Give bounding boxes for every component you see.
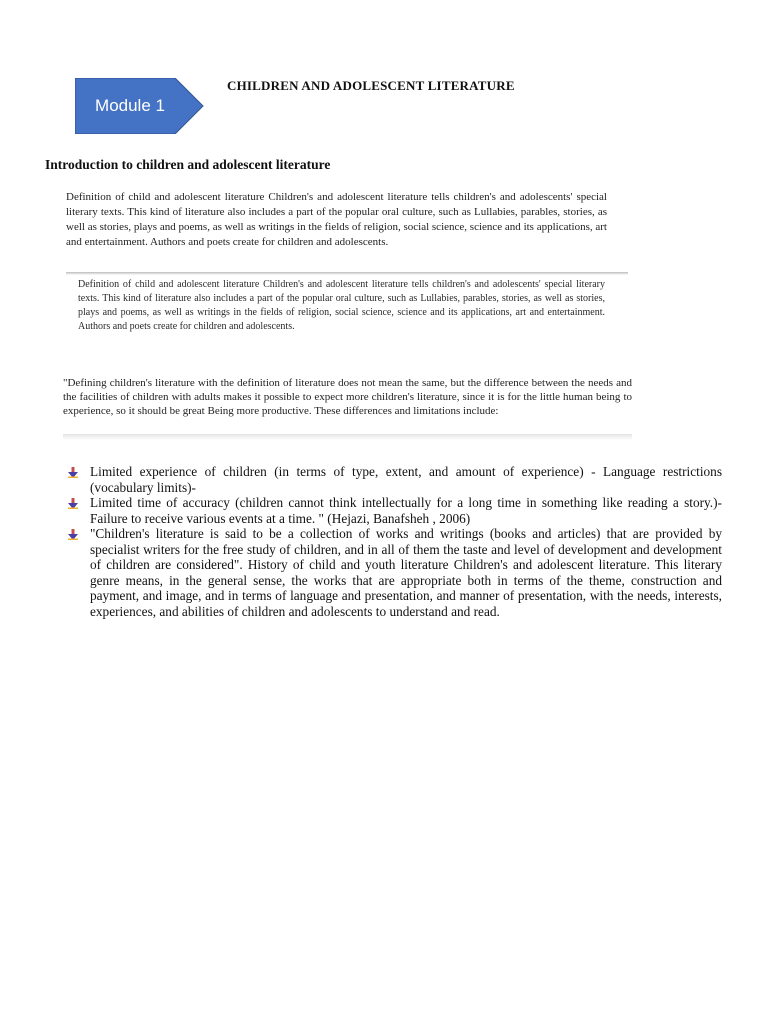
section-heading: Introduction to children and adolescent literature xyxy=(45,157,331,172)
pasted-paragraph-2: Definition of child and adolescent literature Children's and adolescent literature tells children's and adolescents' special literary texts. This kind of literature also includes a part of the popular oral culture, such as Lullabies, parables, stories, as well as stories, plays and poems, as well as writings in the fields of religion, social science, science and its applications, art and entertainment. Authors and poets create for children and adolescents. xyxy=(78,279,605,332)
bullet-text: "Children's literature is said to be a collection of works and writings (books and articles) that are provided by specialist writers for the free study of children, and in all of them the taste and level of development and development of children are considered". History of child and youth literature Children's and adolescent literature. This literary genre means, in the general sense, the works that are appropriate both in terms of the theme, construction and payment, and image, and in terms of language and presentation, and manner of presentation, with the needs, interests, experiences, and abilities of children and adolescents to understand and read. xyxy=(90,526,722,619)
list-item xyxy=(66,464,722,495)
pasted-paragraph-1: Definition of child and adolescent literature Children's and adolescent literature tells children's and adolescents' special literary texts. This kind of literature also includes a part of the popular oral culture, such as Lullabies, parables, stories, as well as stories, plays and poems, as well as writings in the fields of religion, social science, science and its applications, art and entertainment. Authors and poets create for children and adolescents. xyxy=(66,191,607,248)
down-arrow-bullet-icon xyxy=(68,467,78,478)
document-title: CHILDREN AND ADOLESCENT LITERATURE xyxy=(227,78,515,93)
down-arrow-bullet-icon xyxy=(68,498,78,509)
list-item xyxy=(66,495,722,526)
bullet-text: Limited experience of children (in terms of type, extent, and amount of experience) - Language restrictions (vocabulary limits)- xyxy=(90,464,722,495)
divider xyxy=(63,434,632,440)
bullet-list xyxy=(66,464,722,619)
divider xyxy=(66,272,628,275)
module-label: Module 1 xyxy=(95,96,165,115)
pasted-paragraph-3: "Defining children's literature with the definition of literature does not mean the same, but the difference between the needs and the facilities of children with adults makes it possible to expect more children's literature, since it is for the little human being to experience, so it should be great Being more productive. These differences and limitations include: xyxy=(63,377,632,417)
list-item xyxy=(66,526,722,619)
down-arrow-bullet-icon xyxy=(68,529,78,540)
bullet-text: Limited time of accuracy (children cannot think intellectually for a long time in something like reading a story.)- Failure to receive various events at a time. " (Hejazi, Banafsheh , 2006) xyxy=(90,495,722,526)
module-badge xyxy=(75,78,204,134)
